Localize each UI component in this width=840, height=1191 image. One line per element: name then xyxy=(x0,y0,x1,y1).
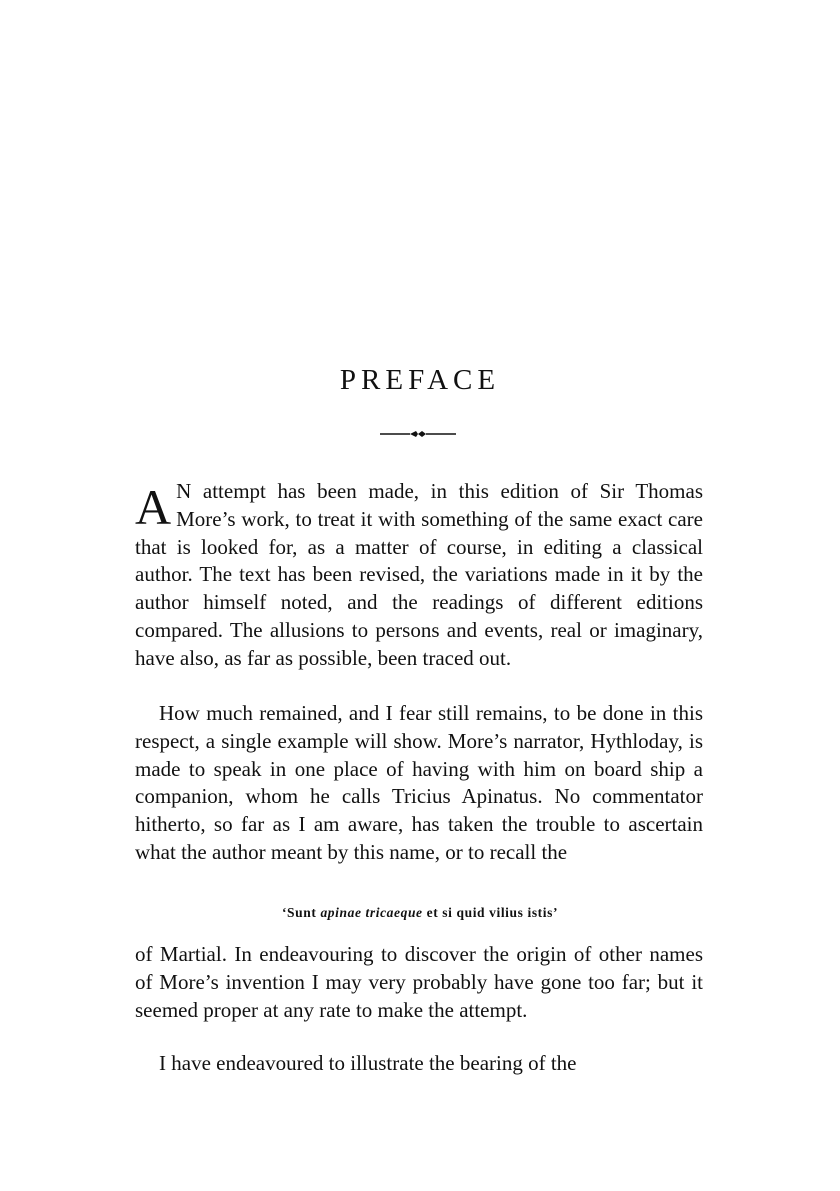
quote-italic: apinae tricaeque xyxy=(320,905,423,920)
ornament-divider-icon xyxy=(380,426,456,442)
quote-close: et si quid vilius istis’ xyxy=(422,905,559,920)
paragraph-1 xyxy=(135,478,703,673)
paragraph-2: How much remained, and I fear still remains, to be done in this respect, a single example will show. More’s narrator, Hythloday, is made to speak in one place of having with him on board ship a companion, whom he calls Tricius Apinatus. No commentator hitherto, so far as I am aware, has taken the trouble to ascertain what the author meant by this name, or to recall the xyxy=(135,701,703,864)
drop-cap: A xyxy=(135,479,172,535)
quote-open: ‘Sunt xyxy=(281,905,321,920)
paragraph-4: I have endeavoured to illustrate the bearing of the xyxy=(159,1051,577,1075)
page-title: PREFACE xyxy=(339,364,501,396)
martial-quotation xyxy=(0,905,840,921)
paragraph-3: of Martial. In endeavouring to discover the origin of other names of More’s invention I may very probably have gone too far; but it seemed proper at any rate to make the attempt. xyxy=(135,942,703,1022)
paragraph-1-text: N attempt has been made, in this edition of Sir Thomas More’s work, to treat it with something of the same exact care that is looked for, as a matter of course, in editing a classical author. The text has been revised, the variations made in it by the author himself noted, and the readings of different editions compared. The allusions to persons and events, real or imaginary, have also, as far as possible, been traced out. xyxy=(135,479,703,670)
